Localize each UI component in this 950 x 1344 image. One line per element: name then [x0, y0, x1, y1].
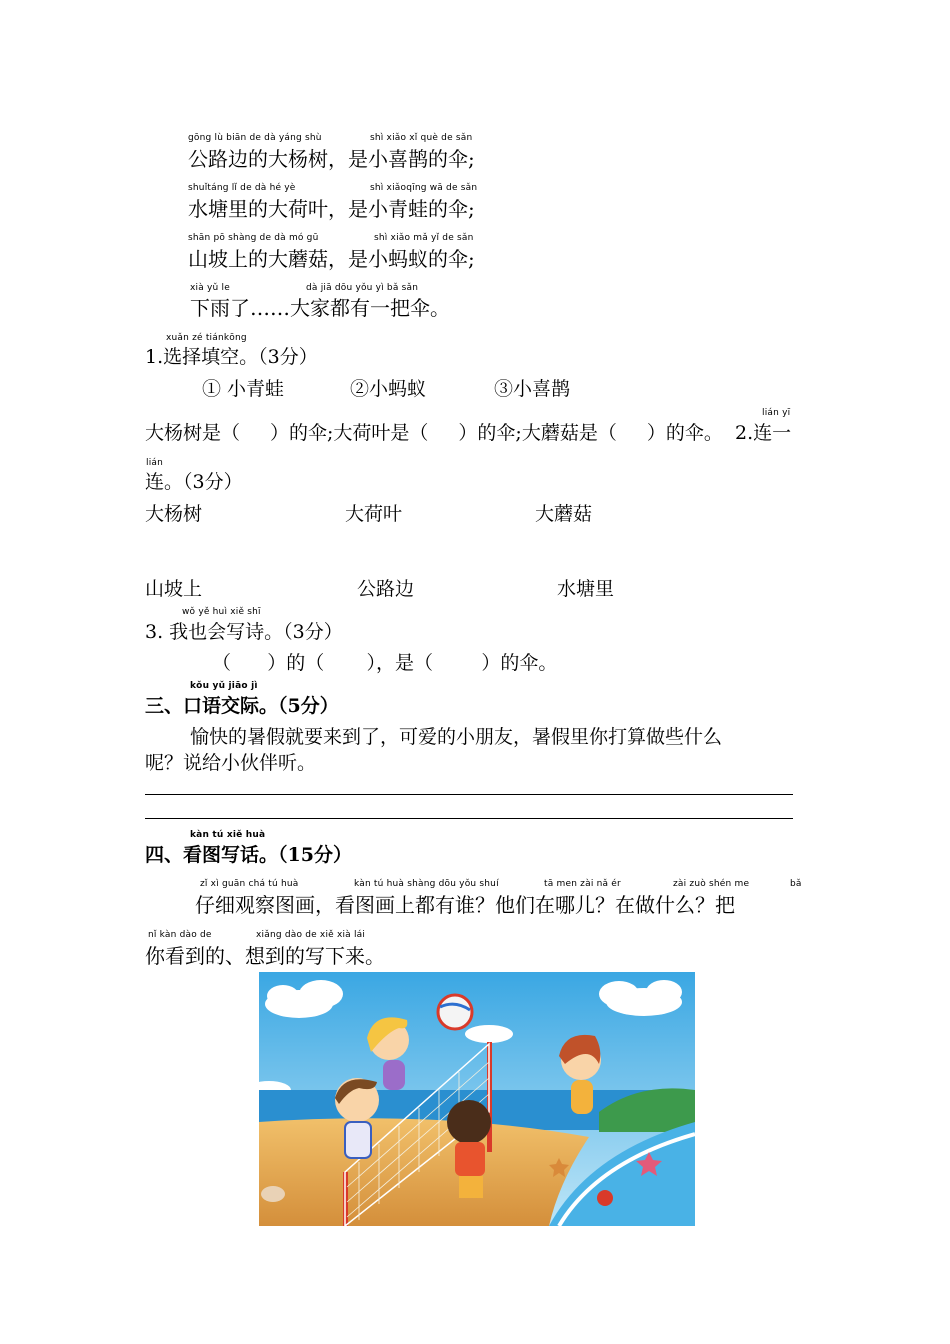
- q1-sentence-c: ）的伞;大蘑菇是（: [458, 422, 617, 444]
- s4-pinyin-4: zài zuò shén me: [673, 879, 750, 889]
- poem-line-2-pinyin-b: shì xiǎoqīng wā de sǎn: [370, 183, 478, 193]
- q1-title: 1.选择填空。（3分）: [145, 346, 318, 368]
- poem-line-2-pinyin-a: shuǐtáng lǐ de dà hé yè: [188, 183, 296, 193]
- poem-line-4-pinyin-a: xià yǔ le: [190, 283, 230, 293]
- poem-line-1-pinyin-a: gōng lù biān de dà yáng shù: [188, 133, 322, 143]
- s4-pinyin-3: tā men zài nǎ ér: [544, 879, 621, 889]
- q1-option-3: ③小喜鹊: [494, 378, 571, 400]
- answer-line-1[interactable]: [145, 794, 793, 795]
- q1-sentence-a: 大杨树是（: [145, 422, 241, 444]
- q2-bottom-3[interactable]: 水塘里: [557, 578, 615, 600]
- s3-paragraph-line-1: 愉快的暑假就要来到了，可爱的小朋友，暑假里你打算做些什么: [190, 726, 723, 748]
- q2-pinyin-b: lián: [146, 458, 164, 468]
- poem-line-3: 山坡上的大蘑菇，是小蚂蚁的伞;: [188, 247, 475, 271]
- answer-line-2[interactable]: [145, 818, 793, 819]
- q1-fill-sentence: [145, 418, 723, 445]
- poem-line-2: 水塘里的大荷叶，是小青蛙的伞;: [188, 197, 475, 221]
- s3-pinyin: kǒu yǔ jiāo jì: [190, 681, 258, 691]
- q2-top-1[interactable]: 大杨树: [145, 503, 203, 525]
- s4-instruction-line-2: 你看到的、想到的写下来。: [145, 944, 385, 968]
- q2-top-2[interactable]: 大荷叶: [345, 503, 403, 525]
- q1-option-1: ① 小青蛙: [202, 378, 285, 400]
- poem-line-3-pinyin-a: shān pō shàng de dà mó gū: [188, 233, 319, 243]
- s4-pinyin-2: kàn tú huà shàng dōu yǒu shuí: [354, 879, 499, 889]
- q2-title-cont: 连。（3分）: [145, 471, 243, 493]
- q2-title-start: 2.连一: [735, 422, 792, 444]
- q2-bottom-2[interactable]: 公路边: [357, 578, 415, 600]
- q3-fill-line[interactable]: （ ）的（ ），是（ ）的伞。: [212, 652, 558, 674]
- q2-pinyin-a: lián yī: [762, 408, 791, 418]
- poem-line-4: 下雨了……大家都有一把伞。: [190, 296, 450, 320]
- poem-line-3-pinyin-b: shì xiǎo mǎ yǐ de sǎn: [374, 233, 474, 243]
- s4-pinyin-7: xiǎng dào de xiě xià lái: [256, 930, 366, 940]
- s3-paragraph-line-2: 呢？说给小伙伴听。: [145, 752, 317, 774]
- poem-line-1-pinyin-b: shì xiǎo xǐ què de sǎn: [370, 133, 473, 143]
- q2-bottom-1[interactable]: 山坡上: [145, 578, 203, 600]
- q1-pinyin: xuǎn zé tiánkōng: [166, 333, 247, 343]
- q2-top-3[interactable]: 大蘑菇: [535, 503, 593, 525]
- q3-title: 3. 我也会写诗。（3分）: [145, 621, 343, 643]
- q1-sentence-b: ）的伞;大荷叶是（: [270, 422, 429, 444]
- poem-line-1: 公路边的大杨树，是小喜鹊的伞;: [188, 147, 475, 171]
- q1-option-2: ②小蚂蚁: [350, 378, 427, 400]
- s3-title: 三、口语交际。（5分）: [145, 695, 339, 717]
- s4-pinyin-1: zǐ xì guān chá tú huà: [200, 879, 299, 889]
- q1-sentence-d: ）的伞。: [646, 422, 723, 444]
- s4-pinyin: kàn tú xiě huà: [190, 830, 266, 840]
- s4-instruction-line-1: 仔细观察图画，看图画上都有谁？他们在哪儿？在做什么？把: [195, 893, 735, 917]
- s4-pinyin-6: nǐ kàn dào de: [148, 930, 212, 940]
- q3-pinyin: wǒ yě huì xiě shī: [182, 607, 261, 617]
- beach-volleyball-illustration: [259, 972, 695, 1226]
- poem-line-4-pinyin-b: dà jiā dōu yǒu yì bǎ sǎn: [306, 283, 419, 293]
- s4-title: 四、看图写话。（15分）: [145, 844, 352, 866]
- s4-pinyin-5: bǎ: [790, 879, 802, 889]
- beach-volleyball-picture: [259, 972, 695, 1226]
